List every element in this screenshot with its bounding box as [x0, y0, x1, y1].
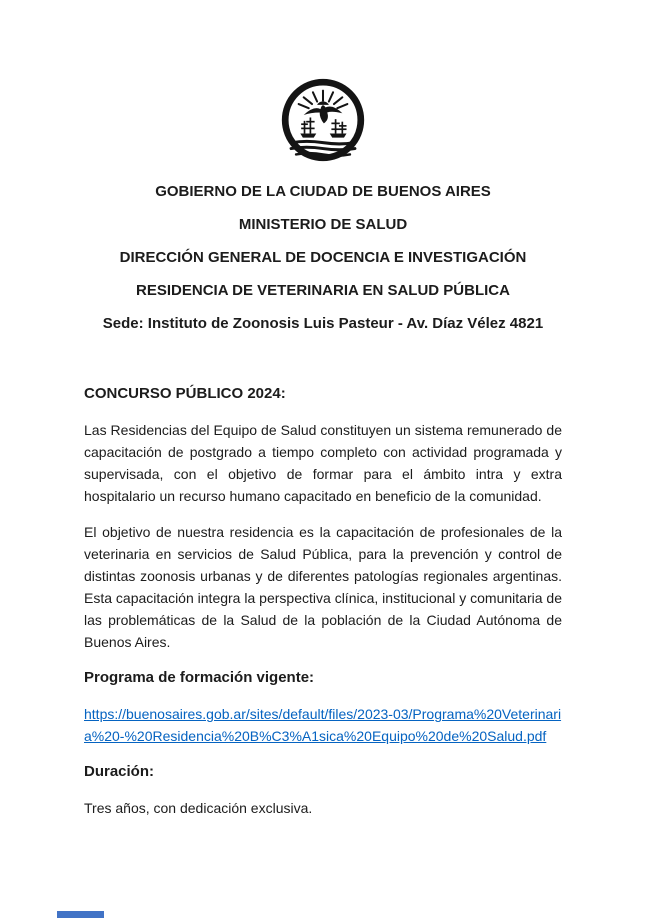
logo-container [0, 0, 646, 167]
programa-pdf-link[interactable]: https://buenosaires.gob.ar/sites/default/files/2023-03/Programa%20Veterinaria%20-%20Residencia%20B%C3%A1sica%20Equipo%20de%20Salud.pdf [84, 706, 562, 744]
header-line-residencia: RESIDENCIA DE VETERINARIA EN SALUD PÚBLICA [136, 282, 510, 299]
duracion-text: Tres años, con dedicación exclusiva. [84, 800, 313, 816]
duracion-heading: Duración: [84, 763, 155, 780]
header-line-gobierno: GOBIERNO DE LA CIUDAD DE BUENOS AIRES [155, 183, 491, 200]
buenos-aires-seal-icon [281, 78, 365, 162]
paragraph-residencias: Las Residencias del Equipo de Salud constituyen un sistema remunerado de capacitación de postgrado a tiempo completo con actividad programada y supervisada, con el objetivo de formar para el ámbito intra y extra hospitalario un recurso humano capacitado en beneficio de la comunidad. [84, 422, 562, 504]
programa-heading: Programa de formación vigente: [84, 669, 315, 686]
header-line-ministerio: MINISTERIO DE SALUD [238, 216, 408, 233]
header-line-direccion: DIRECCIÓN GENERAL DE DOCENCIA E INVESTIGACIÓN [119, 249, 527, 266]
paragraph-objetivo: El objetivo de nuestra residencia es la capacitación de profesionales de la veterinaria en servicios de Salud Pública, para la prevención y control de distintas zoonosis urbanas y de diferentes patologías regionales argentinas. Esta capacitación integra la perspectiva clínica, institucional y comunitaria de las problemáticas de la Salud de la población de la Ciudad Autónoma de Buenos Aires. [84, 524, 562, 650]
header-line-sede: Sede: Instituto de Zoonosis Luis Pasteur - Av. Díaz Vélez 4821 [102, 315, 544, 332]
document-content [0, 181, 646, 819]
programa-link-line [84, 703, 562, 747]
horizontal-scrollbar-fragment[interactable] [57, 911, 104, 918]
concurso-heading: CONCURSO PÚBLICO 2024: [84, 385, 286, 402]
